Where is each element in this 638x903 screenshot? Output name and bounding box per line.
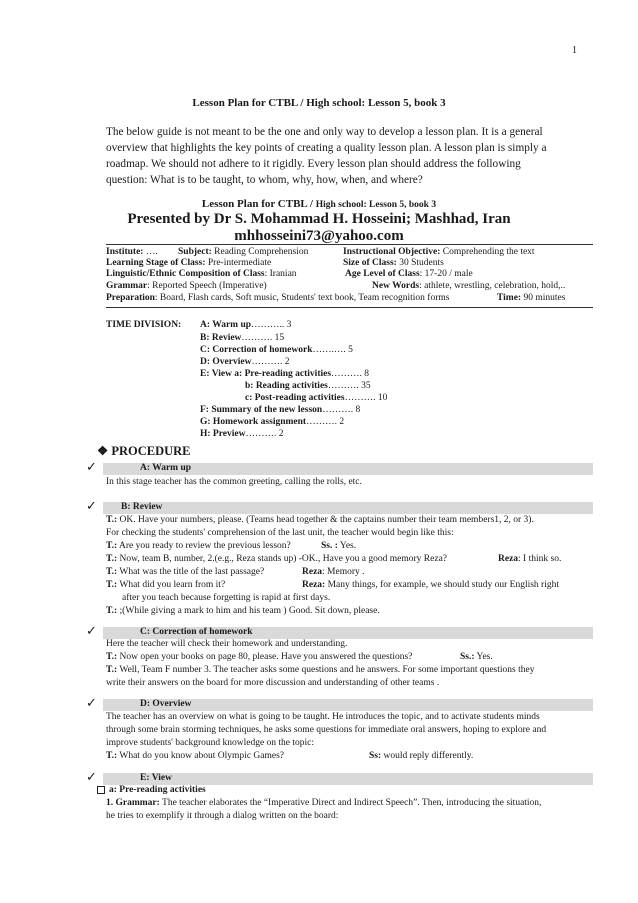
institute-label: Institute: xyxy=(106,247,144,257)
checkmark-icon: ✓ xyxy=(86,769,97,784)
section-c-title: C: Correction of homework xyxy=(140,627,253,637)
institute-value: …. xyxy=(143,247,158,257)
review-line xyxy=(106,580,225,590)
td-warm-up xyxy=(200,320,291,330)
subtitle-main: Lesson Plan for CTBL / xyxy=(201,198,316,210)
review-line xyxy=(302,580,559,590)
line-text: Now open your books on page 80, please. Have you answered the questions? xyxy=(117,652,413,662)
intro-paragraph xyxy=(106,124,593,188)
line-text: Are you ready to review the previous lesson? xyxy=(117,541,291,551)
review-line xyxy=(321,541,356,551)
review-line xyxy=(302,567,365,577)
review-line: after you teach because forgetting is rapid at first days. xyxy=(122,593,331,603)
speaker: Reza xyxy=(498,554,519,564)
overview-line xyxy=(106,751,284,761)
subtitle-small: High school: Lesson 5, book 3 xyxy=(315,200,437,210)
time-label: Time: xyxy=(497,293,522,303)
correction-line: Here the teacher will check their homework and understanding. xyxy=(106,639,348,649)
line-text: OK. Have your numbers, please. (Teams head together & the captains number their team members1, 2, or 3). xyxy=(117,515,534,525)
review-line xyxy=(106,515,534,525)
correction-line: write their answers on the board for more discussion and understanding of other teams . xyxy=(106,678,440,688)
td-label: b: Reading activities xyxy=(245,381,328,391)
stage-value: Pre-intermediate xyxy=(205,258,272,268)
td-label: F: Summary of the new lesson xyxy=(200,405,323,415)
section-a-text: In this stage teacher has the common greeting, calling the rolls, etc. xyxy=(106,477,362,487)
td-label: c: Post-reading activities xyxy=(245,393,345,403)
td-minutes: ………. 2 xyxy=(306,417,345,427)
intro-line: roadmap. We should not adhere to it rigidly. Every lesson plan should address the following xyxy=(106,158,521,170)
td-summary xyxy=(200,405,360,415)
grammar-value: : Reported Speech (Imperative) xyxy=(147,281,267,291)
page-title: Lesson Plan for CTBL / High school: Lesson 5, book 3 xyxy=(192,97,446,109)
speaker: T.: xyxy=(106,665,118,675)
line-text: What was the title of the last passage? xyxy=(117,567,265,577)
view-line: he tries to exemplify it through a dialog written on the board: xyxy=(106,811,339,821)
section-e-title: E: View xyxy=(140,773,172,783)
td-minutes: ………. 10 xyxy=(344,393,388,403)
td-view-post xyxy=(245,393,387,403)
class-size xyxy=(343,258,444,268)
review-line xyxy=(498,554,561,564)
checkmark-icon: ✓ xyxy=(86,623,97,638)
speaker: Reza: xyxy=(302,580,326,590)
td-label: Pre-reading activities xyxy=(244,369,332,379)
line-text: would reply differently. xyxy=(381,751,474,761)
pre-reading-label: a: Pre-reading activities xyxy=(109,785,206,795)
td-overview xyxy=(200,357,289,367)
intro-line: The below guide is not meant to be the one and only way to develop a lesson plan. It is a general xyxy=(106,126,543,138)
td-minutes: ………. 2 xyxy=(245,429,284,439)
line-text: Well, Team F number 3. The teacher asks some questions and he answers. For some important questions they xyxy=(117,665,535,675)
speaker: Ss: xyxy=(369,751,382,761)
td-label: E: View a: xyxy=(200,369,245,379)
checkbox-bullet-icon xyxy=(97,786,105,794)
divider xyxy=(106,307,593,308)
speaker: T.: xyxy=(106,567,118,577)
procedure-label: PROCEDURE xyxy=(111,444,191,458)
preparation xyxy=(106,293,449,303)
line-text: The teacher elaborates the “Imperative Direct and Indirect Speech”. Then, introducing the situation, xyxy=(159,798,542,808)
ethnic-value: : Iranian xyxy=(264,269,297,279)
presenter-name: Presented by Dr S. Mohammad H. Hosseini; Mashhad, Iran xyxy=(127,211,511,227)
line-text: ;(While giving a mark to him and his team ) Good. Sit down, please. xyxy=(117,606,380,616)
time-value: 90 minutes xyxy=(521,293,566,303)
line-text: Many things, for example, we should study our English right xyxy=(325,580,559,590)
td-minutes: ………. 15 xyxy=(241,333,285,343)
review-line xyxy=(106,567,264,577)
line-text: : Memory . xyxy=(322,567,365,577)
presenter-heading xyxy=(0,211,638,245)
td-label: H: Preview xyxy=(200,429,246,439)
view-line xyxy=(106,798,541,808)
age-level xyxy=(345,269,473,279)
section-bar xyxy=(103,502,593,514)
correction-line xyxy=(460,652,493,662)
line-text: What do you know about Olympic Games? xyxy=(117,751,285,761)
words-label: New Words xyxy=(372,281,420,291)
section-b-title: B: Review xyxy=(121,502,163,512)
line-text: Yes. xyxy=(474,652,493,662)
speaker: T.: xyxy=(106,515,118,525)
td-correction xyxy=(200,345,353,355)
section-a-title: A: Warm up xyxy=(140,463,192,473)
td-label: C: Correction of homework xyxy=(200,345,313,355)
td-minutes: ………. 35 xyxy=(327,381,371,391)
td-minutes: ………. 2 xyxy=(251,357,290,367)
overview-line: improve students' background knowledge on the topic: xyxy=(106,738,315,748)
ethnic-label: Linguistic/Ethnic Composition of Class xyxy=(106,269,265,279)
td-review xyxy=(200,333,284,343)
page-number: 1 xyxy=(572,45,577,56)
line-text: Now, team B, number, 2.(e.g., Reza stands up) -OK., Have you a good memory Reza? xyxy=(117,554,447,564)
subject-label: Subject: xyxy=(178,247,212,257)
speaker: Ss.: xyxy=(460,652,475,662)
speaker: T.: xyxy=(106,751,118,761)
speaker: T.: xyxy=(106,541,118,551)
review-line xyxy=(106,606,380,616)
td-homework xyxy=(200,417,344,427)
prep-label: Preparation xyxy=(106,293,155,303)
overview-line xyxy=(369,751,473,761)
words-value: : athlete, wrestling, celebration, hold,.. xyxy=(419,281,566,291)
checkmark-icon: ✓ xyxy=(86,498,97,513)
intro-line: question: What is to be taught, to whom, why, how, when, and where? xyxy=(106,174,423,186)
time-division-label: TIME DIVISION: xyxy=(106,320,182,330)
size-label: Size of Class: xyxy=(343,258,397,268)
grammar-label: 1. Grammar: xyxy=(106,798,160,808)
diamond-bullet-icon: ❖ xyxy=(97,444,112,458)
td-label: B: Review xyxy=(200,333,242,343)
objective-label: Instructional Objective: xyxy=(343,247,441,257)
review-line: For checking the students' comprehension of the last unit, the teacher would begin like this: xyxy=(106,528,454,538)
line-text: : I think so. xyxy=(518,554,562,564)
td-minutes: …….…. 5 xyxy=(312,345,353,355)
prep-value: : Board, Flash cards, Soft music, Students' text book, Team recognition forms xyxy=(154,293,450,303)
time xyxy=(497,293,565,303)
speaker: T.: xyxy=(106,580,118,590)
line-text: Yes. xyxy=(337,541,357,551)
grammar-label: Grammar xyxy=(106,281,148,291)
review-line xyxy=(106,554,447,564)
institute xyxy=(106,247,158,257)
presenter-email: mhhosseini73@yahoo.com xyxy=(234,228,404,244)
td-preview xyxy=(200,429,283,439)
objective xyxy=(343,247,535,257)
pre-reading-heading xyxy=(97,785,206,795)
section-bar xyxy=(103,773,593,785)
intro-line: overview that highlights the key points of creating a quality lesson plan. A lesson plan is simply a xyxy=(106,142,547,154)
td-minutes: ……….. 3 xyxy=(251,320,292,330)
speaker: T.: xyxy=(106,606,118,616)
new-words xyxy=(372,281,565,291)
line-text: What did you learn from it? xyxy=(117,580,226,590)
speaker: T.: xyxy=(106,554,118,564)
age-label: Age Level of Class xyxy=(345,269,420,279)
td-label: D: Overview xyxy=(200,357,252,367)
checkmark-icon: ✓ xyxy=(86,459,97,474)
size-value: 30 Students xyxy=(396,258,444,268)
stage-label: Learning Stage of Class: xyxy=(106,258,206,268)
td-label: A: Warm up xyxy=(200,320,252,330)
review-line xyxy=(106,541,291,551)
grammar xyxy=(106,281,267,291)
overview-line: through some brain storming techniques, he asks some questions for immediate oral answers, hoping to explore and xyxy=(106,725,547,735)
objective-value: Comprehending the text xyxy=(440,247,535,257)
correction-line xyxy=(106,652,412,662)
speaker: Reza xyxy=(302,567,323,577)
section-d-title: D: Overview xyxy=(140,699,192,709)
td-label: G: Homework assignment xyxy=(200,417,307,427)
td-minutes: ………. 8 xyxy=(322,405,361,415)
speaker: Ss. : xyxy=(321,541,338,551)
td-view-reading xyxy=(245,381,371,391)
correction-line xyxy=(106,665,534,675)
checkmark-icon: ✓ xyxy=(86,695,97,710)
subject-value: Reading Comprehension xyxy=(211,247,309,257)
learning-stage xyxy=(106,258,271,268)
divider xyxy=(106,244,593,245)
td-minutes: ………. 8 xyxy=(331,369,370,379)
procedure-heading xyxy=(97,443,191,459)
subject xyxy=(178,247,308,257)
subtitle xyxy=(0,198,638,210)
ethnic-composition xyxy=(106,269,297,279)
td-view-pre xyxy=(200,369,369,379)
speaker: T.: xyxy=(106,652,118,662)
age-value: : 17-20 / male xyxy=(419,269,473,279)
overview-line: The teacher has an overview on what is going to be taught. He introduces the topic, and to activate students minds xyxy=(106,712,540,722)
